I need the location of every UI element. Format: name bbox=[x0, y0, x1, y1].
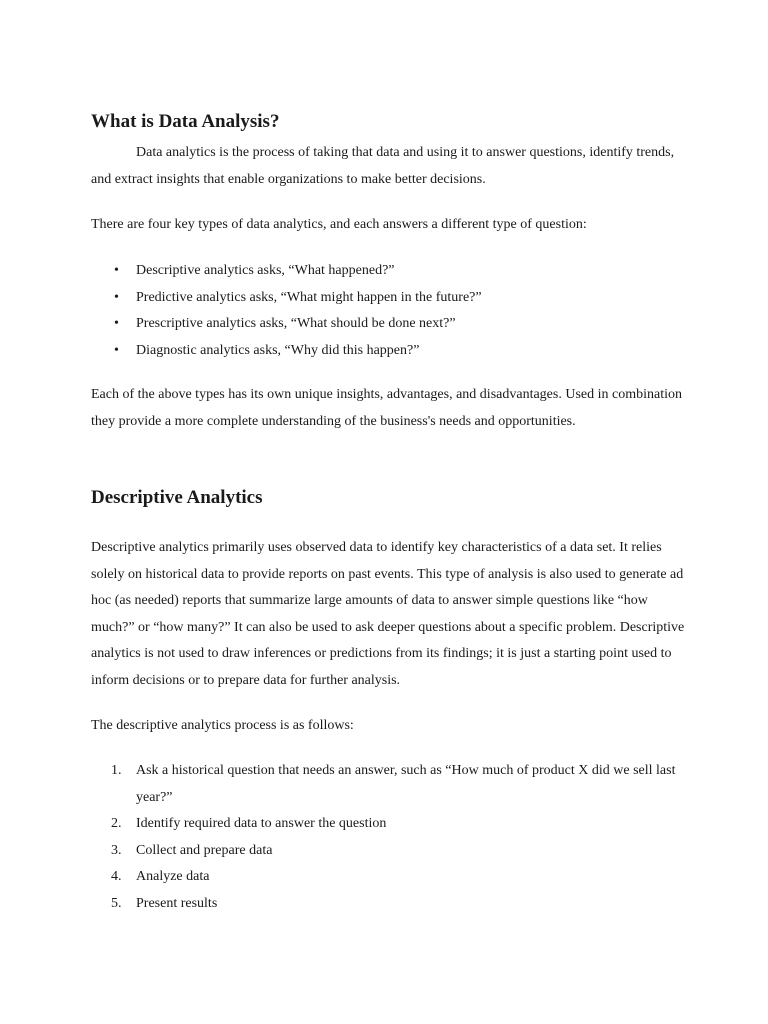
analytics-types-list bbox=[91, 258, 691, 364]
descriptive-body-paragraph: Descriptive analytics primarily uses observed data to identify key characteristics of a data set. It relies solely on historical data to provide reports on past events. This type of analysis is also used to generate ad hoc (as needed) reports that summarize large amounts of data to answer simple questions like “how much?” or “how many?” It can also be used to ask deeper questions about a specific problem. Descriptive analytics is not used to draw inferences or predictions from its findings; it is just a starting point used to inform decisions or to prepare data for further analysis. bbox=[91, 540, 685, 688]
list-item bbox=[91, 285, 691, 312]
bullet-icon: • bbox=[114, 289, 119, 305]
process-steps-list bbox=[91, 758, 691, 917]
list-item-text: Predictive analytics asks, “What might happen in the future?” bbox=[136, 289, 482, 305]
list-item bbox=[91, 864, 691, 891]
list-item bbox=[91, 338, 691, 365]
section-heading-descriptive-analytics: Descriptive Analytics bbox=[91, 487, 263, 508]
step-text: Identify required data to answer the question bbox=[136, 816, 387, 831]
step-number: 4. bbox=[111, 869, 122, 884]
step-number: 5. bbox=[111, 895, 122, 911]
step-number: 2. bbox=[111, 816, 122, 831]
bullet-icon: • bbox=[114, 263, 119, 278]
types-intro-paragraph: There are four key types of data analytics, and each answers a different type of question: bbox=[91, 217, 587, 232]
step-text: Ask a historical question that needs an answer, such as “How much of product X did we sell last year?” bbox=[136, 763, 676, 805]
list-item bbox=[91, 758, 691, 811]
process-intro-paragraph: The descriptive analytics process is as follows: bbox=[91, 718, 354, 733]
step-text: Present results bbox=[136, 895, 218, 911]
list-item-text: Descriptive analytics asks, “What happened?” bbox=[136, 263, 395, 278]
step-number: 3. bbox=[111, 842, 122, 858]
step-text: Collect and prepare data bbox=[136, 842, 273, 858]
step-text: Analyze data bbox=[136, 869, 210, 884]
list-item bbox=[91, 811, 691, 838]
list-item bbox=[91, 838, 691, 865]
intro-paragraph: Data analytics is the process of taking that data and using it to answer questions, identify trends, and extract insights that enable organizations to make better decisions. bbox=[91, 145, 675, 187]
list-item bbox=[91, 891, 691, 918]
bullet-icon: • bbox=[114, 342, 119, 358]
step-number: 1. bbox=[111, 763, 122, 778]
section-heading-data-analysis: What is Data Analysis? bbox=[91, 111, 280, 132]
list-item bbox=[91, 311, 691, 338]
bullet-icon: • bbox=[114, 316, 119, 331]
list-item-text: Diagnostic analytics asks, “Why did this happen?” bbox=[136, 342, 420, 358]
list-item bbox=[91, 258, 691, 285]
summary-paragraph: Each of the above types has its own unique insights, advantages, and disadvantages. Used in combination they provide a more complete understanding of the business's needs and opportunities. bbox=[91, 387, 682, 429]
list-item-text: Prescriptive analytics asks, “What should be done next?” bbox=[136, 316, 456, 331]
